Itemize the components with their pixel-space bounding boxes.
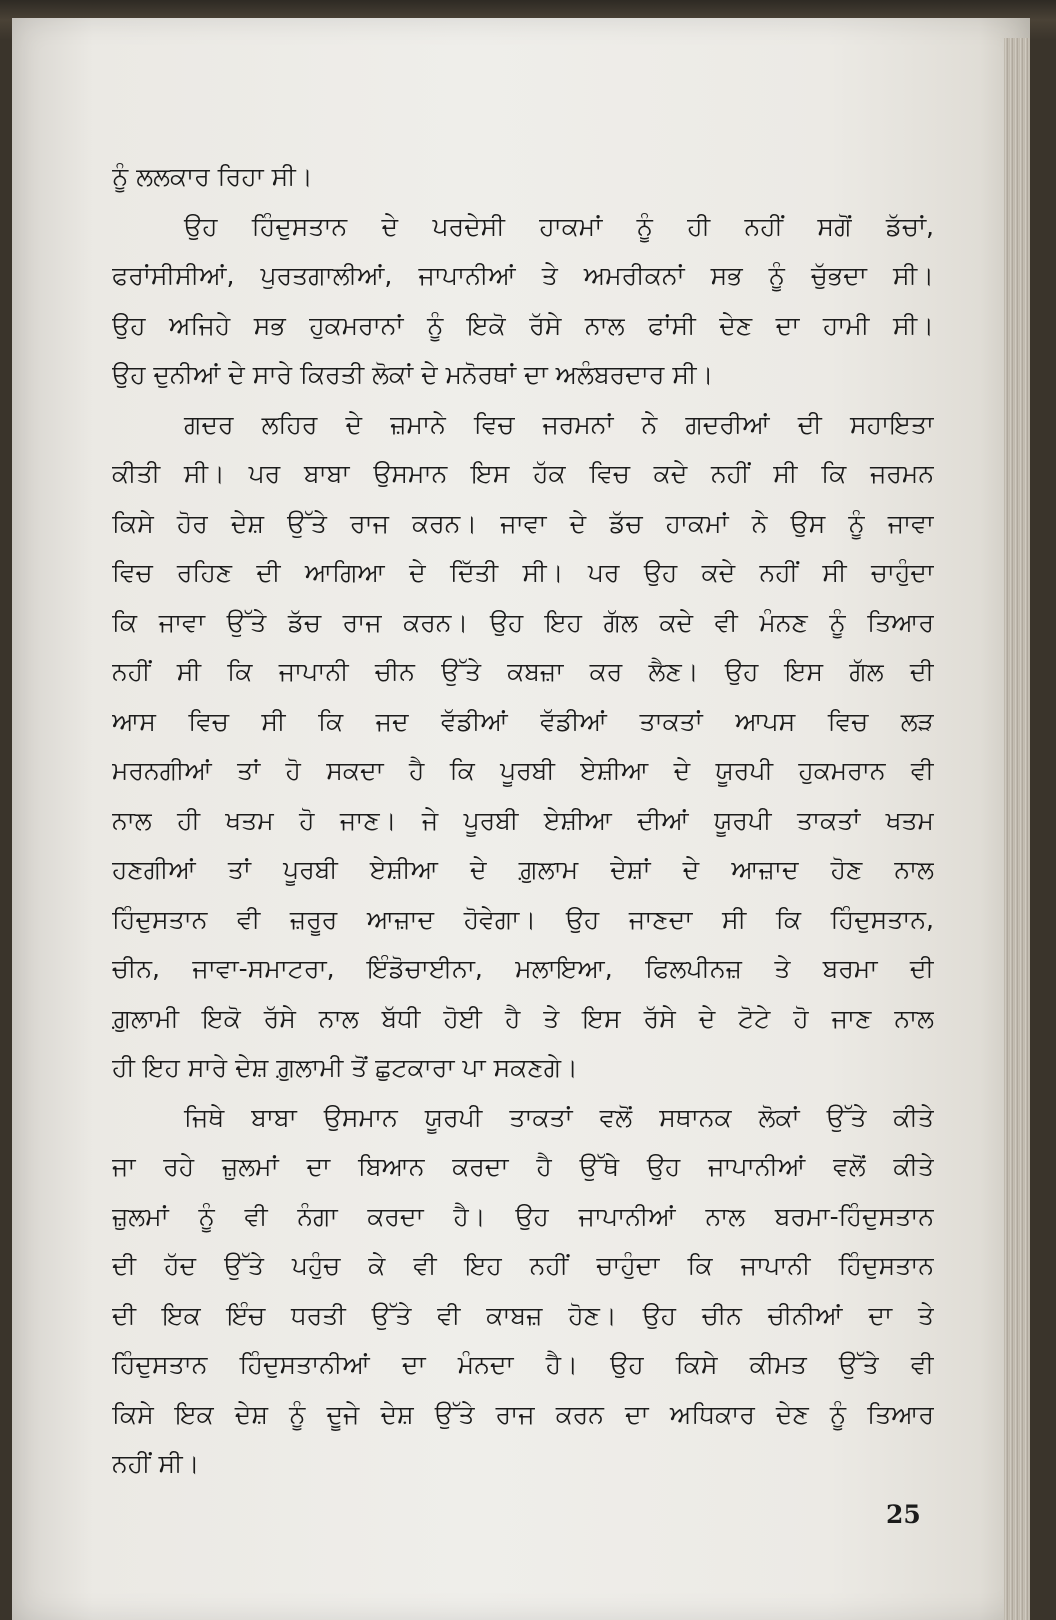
text-line: ਨਹੀਂ ਸੀ ਕਿ ਜਾਪਾਨੀ ਚੀਨ ਉੱਤੇ ਕਬਜ਼ਾ ਕਰ ਲੈਣ। ਉਹ ਇਸ ਗੱਲ ਦੀ	[112, 657, 934, 686]
text-line: ਜਿਥੇ ਬਾਬਾ ਉਸਮਾਨ ਯੂਰਪੀ ਤਾਕਤਾਂ ਵਲੋਂ ਸਥਾਨਕ ਲੋਕਾਂ ਉੱਤੇ ਕੀਤੇ	[184, 1102, 934, 1132]
page-number: 25	[886, 1500, 921, 1529]
text-line: ਜ਼ੁਲਮਾਂ ਨੂੰ ਵੀ ਨੰਗਾ ਕਰਦਾ ਹੈ। ਉਹ ਜਾਪਾਨੀਆਂ ਨਾਲ ਬਰਮਾ-ਹਿੰਦੁਸਤਾਨ	[112, 1201, 934, 1231]
text-line: ਦੀ ਇਕ ਇੰਚ ਧਰਤੀ ਉੱਤੇ ਵੀ ਕਾਬਜ਼ ਹੋਣ। ਉਹ ਚੀਨ ਚੀਨੀਆਂ ਦਾ ਤੇ	[112, 1300, 934, 1330]
text-line: ਨਾਲ ਹੀ ਖਤਮ ਹੋ ਜਾਣ। ਜੇ ਪੂਰਬੀ ਏਸ਼ੀਆ ਦੀਆਂ ਯੂਰਪੀ ਤਾਕਤਾਂ ਖਤਮ	[112, 805, 934, 835]
text-line: ਜਾ ਰਹੇ ਜ਼ੁਲਮਾਂ ਦਾ ਬਿਆਨ ਕਰਦਾ ਹੈ ਉੱਥੇ ਉਹ ਜਾਪਾਨੀਆਂ ਵਲੋਂ ਕੀਤੇ	[112, 1152, 934, 1181]
text-line: ਗਦਰ ਲਹਿਰ ਦੇ ਜ਼ਮਾਨੇ ਵਿਚ ਜਰਮਨਾਂ ਨੇ ਗਦਰੀਆਂ ਦੀ ਸਹਾਇਤਾ	[184, 409, 934, 439]
text-line: ਹਿੰਦੁਸਤਾਨ ਹਿੰਦੁਸਤਾਨੀਆਂ ਦਾ ਮੰਨਦਾ ਹੈ। ਉਹ ਕਿਸੇ ਕੀਮਤ ਉੱਤੇ ਵੀ	[112, 1350, 934, 1379]
text-line: ਕਿਸੇ ਇਕ ਦੇਸ਼ ਨੂੰ ਦੂਜੇ ਦੇਸ਼ ਉੱਤੇ ਰਾਜ ਕਰਨ ਦਾ ਅਧਿਕਾਰ ਦੇਣ ਨੂੰ ਤਿਆਰ	[112, 1399, 934, 1429]
text-line: ਮਰਨਗੀਆਂ ਤਾਂ ਹੋ ਸਕਦਾ ਹੈ ਕਿ ਪੂਰਬੀ ਏਸ਼ੀਆ ਦੇ ਯੂਰਪੀ ਹੁਕਮਰਾਨ ਵੀ	[112, 756, 934, 785]
text-line: ਕਿ ਜਾਵਾ ਉੱਤੇ ਡੱਚ ਰਾਜ ਕਰਨ। ਉਹ ਇਹ ਗੱਲ ਕਦੇ ਵੀ ਮੰਨਣ ਨੂੰ ਤਿਆਰ	[112, 607, 934, 637]
text-line: ਉਹ ਦੁਨੀਆਂ ਦੇ ਸਾਰੇ ਕਿਰਤੀ ਲੋਕਾਂ ਦੇ ਮਨੋਰਥਾਂ ਦਾ ਅਲੰਬਰਦਾਰ ਸੀ।	[112, 360, 714, 389]
page-edges	[1004, 38, 1030, 1620]
text-line: ਉਹ ਅਜਿਹੇ ਸਭ ਹੁਕਮਰਾਨਾਂ ਨੂੰ ਇਕੋ ਰੱਸੇ ਨਾਲ ਫਾਂਸੀ ਦੇਣ ਦਾ ਹਾਮੀ ਸੀ।	[112, 310, 934, 340]
text-line: ਵਿਚ ਰਹਿਣ ਦੀ ਆਗਿਆ ਦੇ ਦਿੱਤੀ ਸੀ। ਪਰ ਉਹ ਕਦੇ ਨਹੀਂ ਸੀ ਚਾਹੁੰਦਾ	[112, 558, 934, 587]
text-line: ਨੂੰ ਲਲਕਾਰ ਰਿਹਾ ਸੀ।	[112, 162, 313, 191]
text-line: ਚੀਨ, ਜਾਵਾ-ਸਮਾਟਰਾ, ਇੰਡੋਚਾਈਨਾ, ਮਲਾਇਆ, ਫਿਲਪੀਨਜ਼ ਤੇ ਬਰਮਾ ਦੀ	[112, 954, 934, 983]
text-line: ਦੀ ਹੱਦ ਉੱਤੇ ਪਹੁੰਚ ਕੇ ਵੀ ਇਹ ਨਹੀਂ ਚਾਹੁੰਦਾ ਕਿ ਜਾਪਾਨੀ ਹਿੰਦੁਸਤਾਨ	[112, 1251, 934, 1280]
text-line: ਹਣਗੀਆਂ ਤਾਂ ਪੂਰਬੀ ਏਸ਼ੀਆ ਦੇ ਗ਼ੁਲਾਮ ਦੇਸ਼ਾਂ ਦੇ ਆਜ਼ਾਦ ਹੋਣ ਨਾਲ	[112, 855, 934, 884]
text-line: ਫਰਾਂਸੀਸੀਆਂ, ਪੁਰਤਗਾਲੀਆਂ, ਜਾਪਾਨੀਆਂ ਤੇ ਅਮਰੀਕਨਾਂ ਸਭ ਨੂੰ ਚੁੱਭਦਾ ਸੀ।	[112, 261, 934, 290]
text-line: ਕਿਸੇ ਹੋਰ ਦੇਸ਼ ਉੱਤੇ ਰਾਜ ਕਰਨ। ਜਾਵਾ ਦੇ ਡੱਚ ਹਾਕਮਾਂ ਨੇ ਉਸ ਨੂੰ ਜਾਵਾ	[112, 508, 934, 538]
text-line: ਹੀ ਇਹ ਸਾਰੇ ਦੇਸ਼ ਗ਼ੁਲਾਮੀ ਤੋਂ ਛੁਟਕਾਰਾ ਪਾ ਸਕਣਗੇ।	[112, 1053, 578, 1082]
text-line: ਆਸ ਵਿਚ ਸੀ ਕਿ ਜਦ ਵੱਡੀਆਂ ਵੱਡੀਆਂ ਤਾਕਤਾਂ ਆਪਸ ਵਿਚ ਲੜ	[112, 706, 934, 736]
text-line: ਕੀਤੀ ਸੀ। ਪਰ ਬਾਬਾ ਉਸਮਾਨ ਇਸ ਹੱਕ ਵਿਚ ਕਦੇ ਨਹੀਂ ਸੀ ਕਿ ਜਰਮਨ	[112, 459, 934, 488]
text-line: ਹਿੰਦੁਸਤਾਨ ਵੀ ਜ਼ਰੂਰ ਆਜ਼ਾਦ ਹੋਵੇਗਾ। ਉਹ ਜਾਣਦਾ ਸੀ ਕਿ ਹਿੰਦੁਸਤਾਨ,	[112, 904, 934, 934]
text-line: ਉਹ ਹਿੰਦੁਸਤਾਨ ਦੇ ਪਰਦੇਸੀ ਹਾਕਮਾਂ ਨੂੰ ਹੀ ਨਹੀਂ ਸਗੋਂ ਡੱਚਾਂ,	[184, 211, 934, 241]
text-line: ਗ਼ੁਲਾਮੀ ਇਕੋ ਰੱਸੇ ਨਾਲ ਬੱਧੀ ਹੋਈ ਹੈ ਤੇ ਇਸ ਰੱਸੇ ਦੇ ਟੋਟੇ ਹੋ ਜਾਣ ਨਾਲ	[112, 1003, 934, 1033]
body-text	[112, 152, 934, 1489]
text-line: ਨਹੀਂ ਸੀ।	[112, 1449, 200, 1478]
